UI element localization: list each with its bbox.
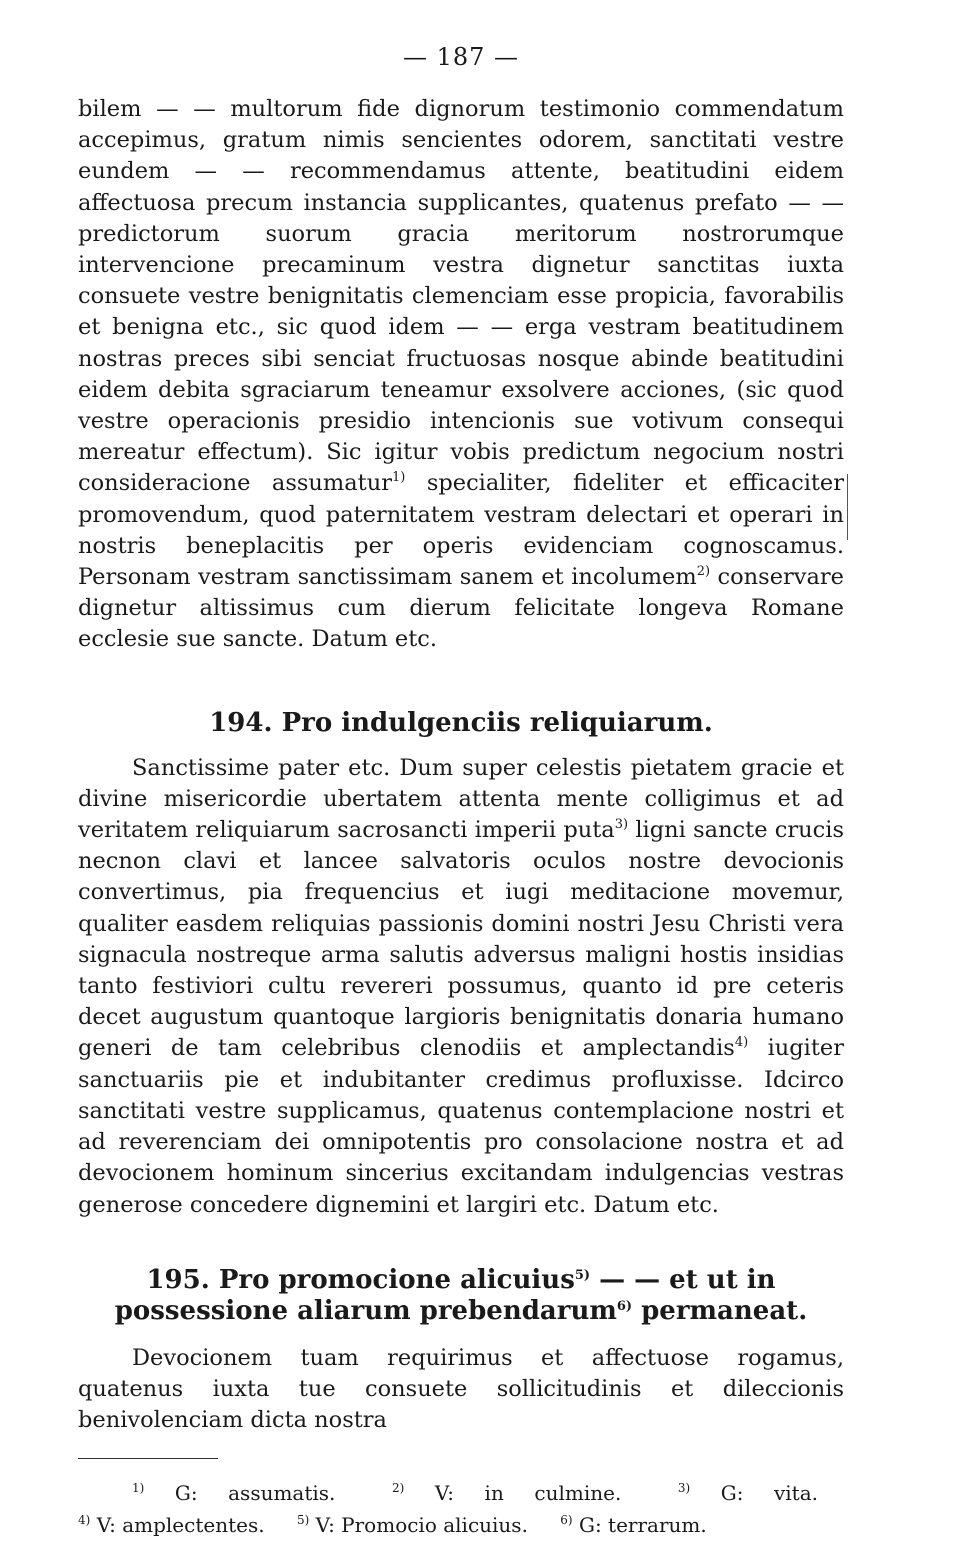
footnote-ref-5: 5) [574,1267,591,1283]
footnote-marker: 4) [78,1513,91,1528]
footnote-2 [392,1481,621,1505]
footnote-marker: 3) [677,1481,691,1496]
footnotes [78,1477,844,1541]
footnote-rule [78,1458,218,1459]
continuation-text: bilem — — multorum fide dignorum testimonio commendatum accepimus, gratum nimis sencientes odorem, sanctitati vestre eundem — — recommendamus attente, beatitudini eidem affectuosa precum instancia supplicantes, quatenus prefato — — predictorum suorum gracia meritorum nostrorumque intervencione precaminum vestra dignetur sanctitas iuxta consuete vestre benignitatis clemenciam esse propicia, favorabilis et benigna etc., sic quod idem — — erga vestram beatitudinem nostras preces sibi senciat fructuosas nosque abinde beatitudini eidem debita sgraciarum teneamur exsolvere acciones, (sic quod vestre operacionis presidio intencionis sue votivum consequi mereatur effectum). Sic igitur vobis predictum negocium nostri consideracione assumatur [78,96,844,497]
section-194-paragraph [78,753,844,1221]
section-194-text-c: iugiter sanctuariis pie et indubitanter credimus profluxisse. Idcirco sanctitati vestre supplicamus, quatenus contemplacione nostri et ad reverenciam dei omnipotentis pro consolacione nostra et ad devocionem hominum sincerius excitandam indulgencias vestras generose concedere dignemini et largiri etc. Datum etc. [78,1035,844,1218]
margin-mark [847,474,848,540]
footnote-ref-6: 6) [616,1298,633,1314]
footnote-ref-4: 4) [734,1035,749,1051]
page-number: — 187 — [402,43,520,71]
section-194-text-a: Sanctissime pater etc. Dum super celestis pietatem gracie et divine misericordie ubertatem attenta mente colligimus et ad veritatem reliquiarum sacrosancti imperii puta [78,754,844,844]
footnote-5 [297,1513,528,1537]
continuation-text-c: conservare dignetur altissimus cum dierum felicitate longeva Romane ecclesie sue sancte. Datum etc. [78,564,844,653]
continuation-text-b: specialiter, fideliter et efficaciter promovendum, quod paternitatem vestram delectari et operari in nostris beneplacitis per operis evidenciam cognoscamus. Personam vestram sanctissimam sanem et incolumem [78,470,845,591]
footnote-text: G: terrarum. [578,1513,707,1538]
footnote-3 [678,1481,818,1505]
footnote-6 [560,1513,706,1537]
footnote-marker: 2) [391,1481,405,1496]
continuation-paragraph [78,94,844,656]
footnote-marker: 1) [132,1481,145,1496]
section-195-paragraph: Devocionem tuam requirimus et affectuose rogamus, quatenus iuxta tue consuete sollicitudinis et dileccionis benivolenciam dicta nostra [78,1344,844,1434]
section-195-heading [78,1265,844,1327]
section-195-heading-a: 195. Pro promocione alicuius [146,1264,575,1295]
footnote-ref-3: 3) [614,817,629,833]
footnote-text: G: vita. [720,1481,818,1506]
footnote-text: V: amplectentes. [96,1513,265,1538]
footnote-1 [132,1481,335,1505]
section-195-heading-c: permaneat. [632,1295,808,1326]
section-194-text-b: ligni sancte crucis necnon clavi et lancee salvatoris oculos nostre devocionis convertimus, pia frequencius et iugi meditacione movemur, qualiter easdem reliquias passionis domini nostri Jesu Christi vera signacula nostreque arma salutis adversus maligni hostis insidias tanto festiviori cultu revereri possumus, quanto id pre ceteris decet augustum quantoque largioris benignitatis donaria humano generi de tam celebribus clenodiis et amplectandis [78,817,844,1062]
footnote-text: G: assumatis. [174,1481,336,1506]
footnote-marker: 6) [560,1513,573,1528]
footnote-ref-1: 1) [391,470,406,486]
footnote-text: V: Promocio alicuius. [315,1513,528,1538]
footnote-ref-2: 2) [696,564,711,580]
section-194-heading: 194. Pro indulgenciis reliquiarum. [209,707,713,738]
document-page [78,40,844,1541]
footnote-text: V: in culmine. [434,1481,622,1506]
section-195-heading-b: — — et ut in possessione aliarum prebendarum [114,1264,776,1326]
footnote-marker: 5) [296,1513,310,1528]
footnote-4 [78,1513,265,1537]
